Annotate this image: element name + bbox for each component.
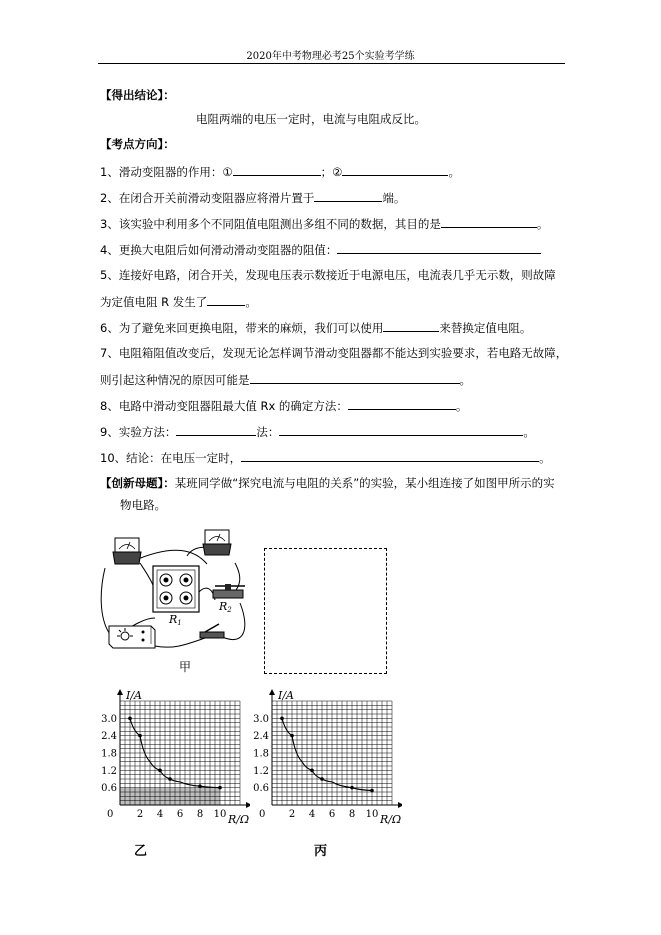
exam-item-10: 10、结论：在电压一定时， 。 <box>100 451 551 465</box>
answer-blank[interactable] <box>233 164 321 176</box>
x-tick-label: 10 <box>365 809 379 820</box>
y-tick-label: 1.2 <box>101 765 117 777</box>
origin-label: 0 <box>259 809 266 820</box>
exam-item-3: 3、该实验中利用多个不同阻值电阻测出多组不同的数据，其目的是 。 <box>100 217 549 231</box>
exam-item-7-line1: 7、电阻箱阻值改变后，发现无论怎样调节滑动变阻器都不能达到实验要求，若电路无故障， <box>100 346 568 360</box>
r2-label: R2 <box>219 600 232 614</box>
x-tick-label: 2 <box>288 809 296 820</box>
answer-blank[interactable] <box>383 320 439 332</box>
x-tick-label: 8 <box>348 809 356 820</box>
page-header: 2020年中考物理必考25个实验考学练 <box>246 51 415 62</box>
y-tick-label: 1.2 <box>253 765 269 777</box>
answer-blank[interactable] <box>441 216 537 228</box>
answer-blank[interactable] <box>241 450 539 462</box>
data-point <box>310 769 314 773</box>
y-tick-label: 3.0 <box>253 713 269 725</box>
rheostat-icon <box>213 584 245 598</box>
data-point <box>138 734 142 738</box>
exam-item-6: 6、为了避免来回更换电阻，带来的麻烦，我们可以使用 来替换定值电阻。 <box>100 321 532 335</box>
x-axis-label: R/Ω <box>228 813 250 826</box>
exam-item-5-line2: 为定值电阻 R 发生了 。 <box>100 295 257 309</box>
y-axis-label: I/A <box>278 689 294 702</box>
wire <box>155 638 205 647</box>
answer-blank[interactable] <box>279 424 523 436</box>
y-axis-arrow <box>269 689 275 695</box>
innovation-line1: 【创新母题】：某班同学做“探究电流与电阻的关系”的实验，某小组连接了如图甲所示的实 <box>100 476 555 490</box>
voltmeter-left-icon <box>113 538 141 564</box>
answer-blank[interactable] <box>314 190 382 202</box>
x-tick-label: 4 <box>308 809 316 820</box>
data-point <box>280 717 284 721</box>
exam-item-9: 9、实验方法： 法： 。 <box>100 425 535 439</box>
x-axis-label: R/Ω <box>380 813 402 826</box>
circuit-figure <box>95 528 255 678</box>
data-point <box>218 786 222 790</box>
answer-blank[interactable] <box>337 242 541 254</box>
ammeter-right-icon <box>203 530 231 555</box>
y-axis-arrow <box>117 689 123 695</box>
graph-yi <box>100 685 250 830</box>
graph-bing-caption: 丙 <box>314 844 328 859</box>
conclusion-text: 电阻两端的电压一定时，电流与电阻成反比。 <box>196 112 426 126</box>
x-tick-label: 8 <box>196 809 204 820</box>
answer-blank[interactable] <box>342 164 448 176</box>
resistance-box-icon <box>153 566 199 612</box>
graph-bing <box>252 685 402 830</box>
x-tick-label: 6 <box>328 809 336 820</box>
data-point <box>198 784 202 788</box>
data-point <box>158 769 162 773</box>
answer-blank[interactable] <box>250 372 460 384</box>
figure-jia-label: 甲 <box>179 660 192 674</box>
switch-icon <box>200 624 224 638</box>
y-tick-label: 0.6 <box>101 783 117 795</box>
x-axis-arrow <box>246 802 250 808</box>
exam-item-1: 1、滑动变阻器的作用：① ；② 。 <box>100 165 460 179</box>
x-tick-label: 2 <box>136 809 144 820</box>
wire <box>198 588 215 600</box>
exam-item-7-line2: 则引起这种情况的原因可能是 。 <box>100 373 471 387</box>
answer-blank[interactable] <box>176 424 256 436</box>
data-point <box>350 786 354 790</box>
y-tick-label: 1.8 <box>253 748 269 760</box>
y-tick-label: 2.4 <box>253 731 269 743</box>
exam-item-2: 2、在闭合开关前滑动变阻器应将滑片置于 端。 <box>100 191 406 205</box>
answer-blank[interactable] <box>207 294 245 306</box>
exam-item-5-line1: 5、连接好电路，闭合开关，发现电压表示数接近于电源电压，电流表几乎无示数，则故障 <box>100 268 556 282</box>
data-point <box>290 734 294 738</box>
power-supply-icon <box>109 626 155 648</box>
x-tick-label: 4 <box>156 809 164 820</box>
data-point <box>128 717 132 721</box>
origin-label: 0 <box>107 809 114 820</box>
wire <box>233 563 240 594</box>
y-tick-label: 1.8 <box>101 748 117 760</box>
innovation-heading: 【创新母题】： <box>100 476 175 490</box>
wire <box>133 550 207 564</box>
data-point <box>370 789 374 793</box>
y-axis-label: I/A <box>126 689 142 702</box>
conclusion-heading: 【得出结论】： <box>100 88 175 102</box>
x-tick-label: 6 <box>176 809 184 820</box>
wire <box>140 563 154 603</box>
exam-points-heading: 【考点方向】： <box>100 137 175 151</box>
exam-item-8: 8、电路中滑动变阻器阻最大值 Rx 的确定方法： 。 <box>100 399 468 413</box>
data-point <box>320 777 324 781</box>
innovation-line2: 物电路。 <box>120 498 166 512</box>
answer-blank[interactable] <box>348 398 456 410</box>
header-divider <box>98 63 565 64</box>
x-tick-label: 10 <box>213 809 227 820</box>
exam-item-4: 4、更换大电阻后如何滑动滑动变阻器的阻值： <box>100 242 541 257</box>
data-point <box>168 777 172 781</box>
x-axis-arrow <box>398 802 402 808</box>
y-tick-label: 3.0 <box>101 713 117 725</box>
y-tick-label: 0.6 <box>253 783 269 795</box>
graph-yi-caption: 乙 <box>134 844 148 859</box>
r1-label: R1 <box>169 613 182 627</box>
y-tick-label: 2.4 <box>101 731 117 743</box>
circuit-drawing-box[interactable] <box>264 548 387 674</box>
